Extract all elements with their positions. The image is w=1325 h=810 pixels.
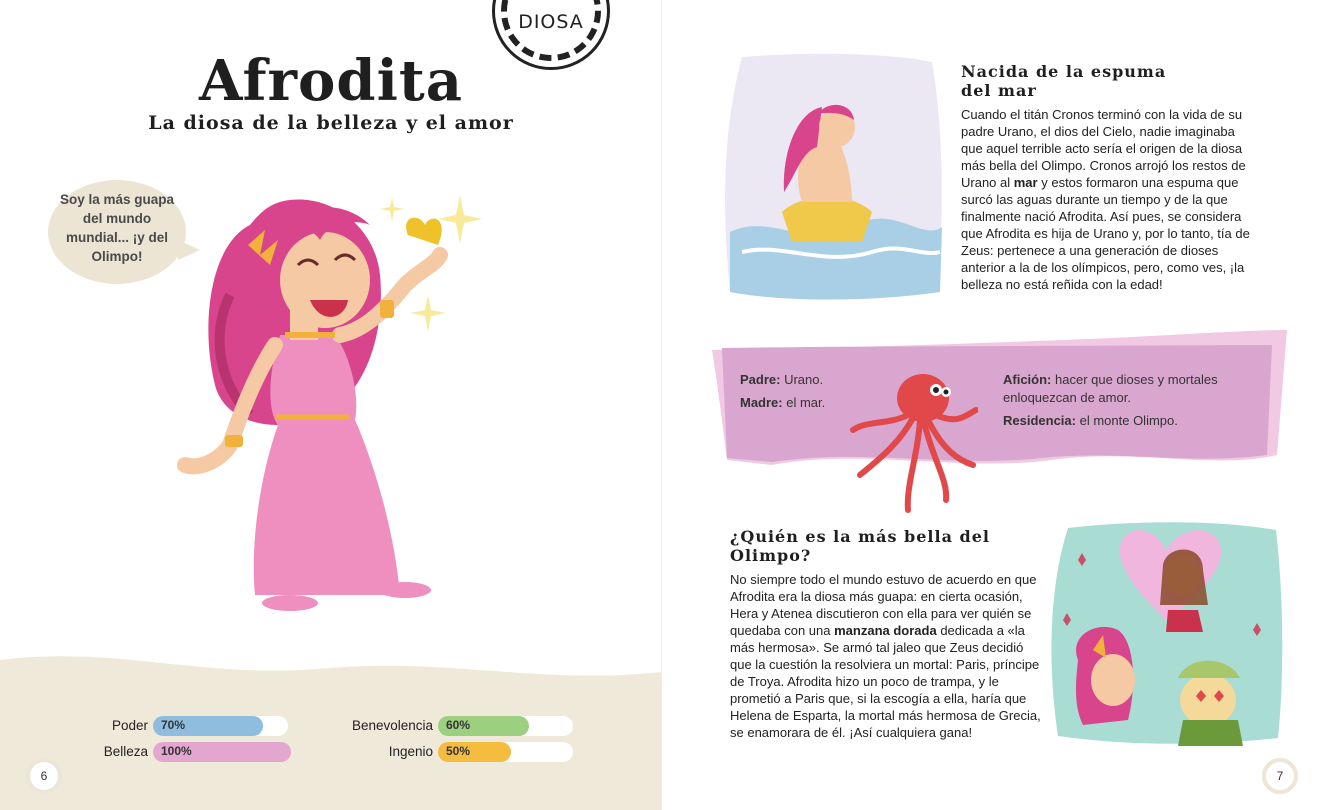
- madre-value: el mar.: [782, 395, 826, 410]
- stat-value: 100%: [161, 744, 192, 758]
- paris-helena-illustration: [1048, 520, 1284, 746]
- section2-body-a: No siempre todo el mundo estuvo de acuerdo en que Afrodita era la diosa más guapa: en cierta ocasión, Hera y Atenea discutieron con ella para ver quién se quedaba con una: [730, 572, 1037, 638]
- stat-label: Poder: [111, 718, 148, 733]
- stat-value: 70%: [161, 718, 186, 732]
- section2-body-b: dedicada a «la más hermosa». Se armó tal jaleo que Zeus decidió que la cuestión la resolviera un mortal: Paris, príncipe de Troya. Afrodita hizo un poco de trampa, y le prometió a Paris que, si la escogía a ella, haría que Helena de Esparta, la mortal más hermosa de Grecia, se enamorara de él. ¡Así cualquiera gana!: [730, 623, 1041, 740]
- stat-bar: [438, 716, 573, 736]
- padre-value: Urano.: [780, 372, 824, 387]
- page-number-right: 7: [1262, 758, 1298, 794]
- section1-heading: Nacida de la espuma del mar: [961, 62, 1167, 100]
- info-residencia: [1003, 412, 1253, 430]
- padre-label: Padre:: [740, 372, 781, 387]
- badge-label: DIOSA: [518, 11, 584, 33]
- stat-label: Ingenio: [388, 744, 433, 759]
- section2-heading: ¿Quién es la más bella del Olimpo?: [730, 527, 990, 565]
- speech-bubble-text: Soy la más guapa del mundo mundial... ¡y del Olimpo!: [59, 192, 175, 264]
- madre-label: Madre:: [740, 395, 783, 410]
- section1-body-b: y estos formaron una espuma que surcó las aguas durante un tiempo y de la que finalmente nació Afrodita. Así pues, se considera que Afrodita es hija de Urano y, por lo tanto, tía de Zeus: pertenece a una generación de dioses anterior a la de los olímpicos, pero, como ves, ¡la belleza no está reñida con la edad!: [961, 175, 1250, 292]
- info-padre: [740, 371, 823, 389]
- stat-value: 60%: [446, 718, 471, 732]
- aficion-value: hacer que dioses y mortales enloquezcan de amor.: [1003, 372, 1218, 405]
- birth-from-sea-illustration: [722, 52, 944, 302]
- section1-body-bold: mar: [1013, 175, 1038, 190]
- page-number-left: 6: [26, 758, 62, 794]
- stat-value: 50%: [446, 744, 471, 758]
- stat-bar: [438, 742, 573, 762]
- stat-bar: [153, 742, 291, 762]
- residencia-value: el monte Olimpo.: [1075, 413, 1178, 428]
- page-title: Afrodita: [199, 48, 463, 114]
- section2-body: [730, 571, 1042, 741]
- left-page: [0, 0, 662, 810]
- info-aficion: [1003, 371, 1253, 407]
- section1-body-a: Cuando el titán Cronos terminó con la vida de su padre Urano, el dios del Cielo, nadie imaginaba que aquel terrible acto sería el origen de la diosa más bella del Olimpo. Cronos arrojó los restos de Urano al: [961, 107, 1246, 190]
- page-subtitle: La diosa de la belleza y el amor: [148, 112, 514, 134]
- aficion-label: Afición:: [1003, 372, 1052, 387]
- stat-bar: [153, 716, 288, 736]
- residencia-label: Residencia:: [1003, 413, 1076, 428]
- info-madre: [740, 394, 825, 412]
- section2-body-bold: manzana dorada: [834, 623, 937, 638]
- octopus-illustration: [848, 370, 978, 515]
- aphrodite-illustration: [170, 185, 500, 615]
- stat-label: Benevolencia: [351, 718, 433, 733]
- section1-body: [961, 106, 1251, 293]
- stat-label: Belleza: [103, 744, 148, 759]
